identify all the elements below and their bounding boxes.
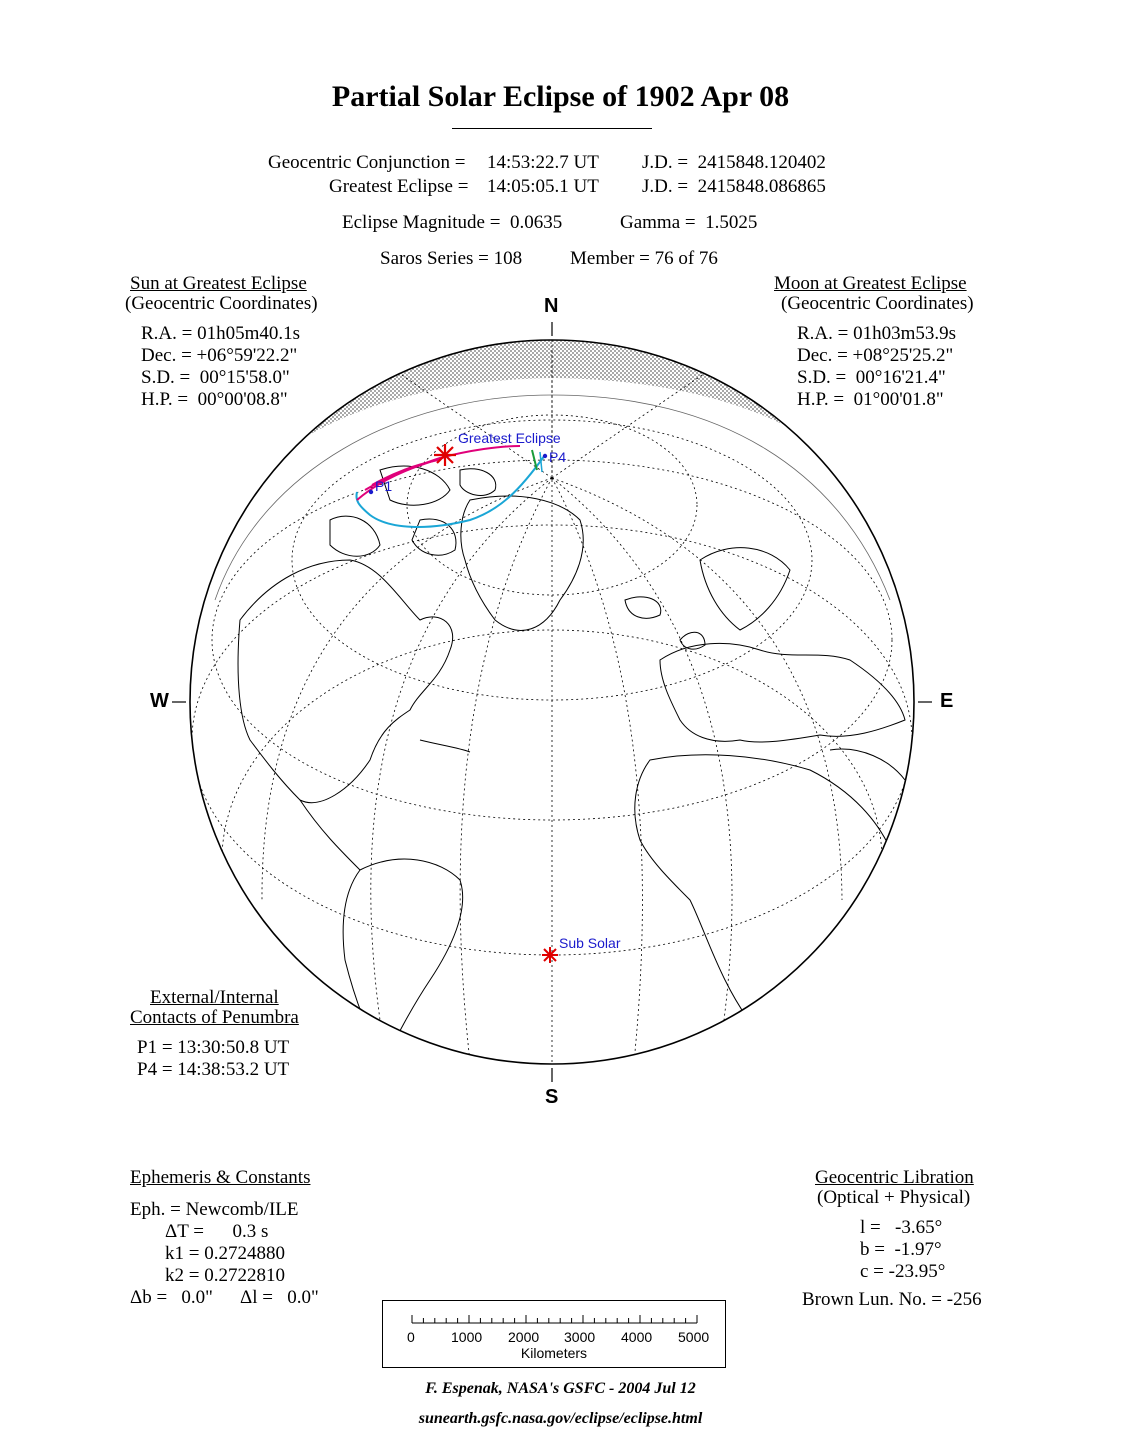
scale-unit: Kilometers bbox=[520, 1345, 588, 1361]
night-region bbox=[150, 300, 960, 702]
libration-subheading: (Optical + Physical) bbox=[817, 1187, 971, 1208]
subsolar-label: Sub Solar bbox=[559, 935, 621, 951]
saros-series: Saros Series = 108 bbox=[380, 248, 523, 269]
libration-b: b = -1.97° bbox=[860, 1239, 942, 1260]
greatest-eclipse-label: Greatest Eclipse bbox=[458, 430, 561, 446]
coastlines bbox=[238, 466, 905, 1060]
conjunction-jd: J.D. = 2415848.120402 bbox=[642, 152, 826, 173]
conjunction-label: Geocentric Conjunction = bbox=[268, 152, 471, 173]
page-title: Partial Solar Eclipse of 1902 Apr 08 bbox=[331, 80, 790, 113]
p1-marker bbox=[369, 490, 373, 494]
contacts-heading-2: Contacts of Penumbra bbox=[130, 1007, 299, 1028]
scale-label-1000: 1000 bbox=[451, 1329, 483, 1345]
compass-west: W bbox=[150, 690, 169, 712]
scale-bar-box bbox=[382, 1300, 726, 1368]
sun-hp: H.P. = 00°00'08.8" bbox=[141, 389, 288, 410]
contact-p4: P4 = 14:38:53.2 UT bbox=[137, 1059, 290, 1080]
compass-south: S bbox=[545, 1086, 559, 1108]
moon-ra: R.A. = 01h03m53.9s bbox=[797, 323, 957, 344]
p4-label: P4 bbox=[549, 449, 567, 465]
sun-sd: S.D. = 00°15'58.0" bbox=[141, 367, 290, 388]
ephemeris-k1: k1 = 0.2724880 bbox=[165, 1243, 285, 1264]
scale-label-2000: 2000 bbox=[508, 1329, 540, 1345]
greatest-eclipse-time: 14:05:05.1 UT bbox=[487, 176, 599, 197]
libration-c: c = -23.95° bbox=[860, 1261, 946, 1282]
saros-member: Member = 76 of 76 bbox=[570, 248, 718, 269]
moon-dec: Dec. = +08°25'25.2" bbox=[797, 345, 954, 366]
ephemeris-delta-b: Δb = 0.0" bbox=[130, 1287, 213, 1308]
sun-dec: Dec. = +06°59'22.2" bbox=[141, 345, 298, 366]
scale-label-5000: 5000 bbox=[678, 1329, 710, 1345]
greatest-eclipse-marker bbox=[434, 444, 456, 466]
libration-l: l = -3.65° bbox=[860, 1217, 943, 1238]
eclipse-magnitude: Eclipse Magnitude = 0.0635 bbox=[342, 212, 563, 233]
ephemeris-heading: Ephemeris & Constants bbox=[130, 1167, 311, 1188]
contacts-heading-1: External/Internal bbox=[150, 987, 279, 1008]
contact-p1: P1 = 13:30:50.8 UT bbox=[137, 1037, 290, 1058]
compass-east: E bbox=[940, 690, 954, 712]
moon-subheading: (Geocentric Coordinates) bbox=[781, 293, 974, 314]
p1-label: P1 bbox=[375, 478, 393, 494]
sun-subheading: (Geocentric Coordinates) bbox=[125, 293, 318, 314]
brown-lunation-number: Brown Lun. No. = -256 bbox=[802, 1289, 982, 1310]
moon-sd: S.D. = 00°16'21.4" bbox=[797, 367, 946, 388]
credit-line: F. Espenak, NASA's GSFC - 2004 Jul 12 bbox=[425, 1380, 696, 1397]
scale-label-0: 0 bbox=[407, 1329, 415, 1345]
libration-heading: Geocentric Libration bbox=[815, 1167, 974, 1188]
compass-north: N bbox=[544, 295, 559, 317]
ephemeris-eph: Eph. = Newcomb/ILE bbox=[130, 1199, 299, 1220]
ephemeris-k2: k2 = 0.2722810 bbox=[165, 1265, 285, 1286]
p4-marker bbox=[543, 454, 547, 458]
greatest-eclipse-jd: J.D. = 2415848.086865 bbox=[642, 176, 826, 197]
p4-line-2 bbox=[540, 452, 542, 472]
credit-url: sunearth.gsfc.nasa.gov/eclipse/eclipse.html bbox=[418, 1410, 703, 1427]
scale-label-3000: 3000 bbox=[564, 1329, 596, 1345]
ephemeris-delta-l: Δl = 0.0" bbox=[240, 1287, 319, 1308]
conjunction-time: 14:53:22.7 UT bbox=[487, 152, 599, 173]
sun-ra: R.A. = 01h05m40.1s bbox=[141, 323, 301, 344]
p4-line bbox=[532, 450, 537, 470]
scale-label-4000: 4000 bbox=[621, 1329, 653, 1345]
moon-hp: H.P. = 01°00'01.8" bbox=[797, 389, 944, 410]
sun-heading: Sun at Greatest Eclipse bbox=[130, 273, 307, 294]
subsolar-marker bbox=[542, 947, 558, 963]
greatest-eclipse-label: Greatest Eclipse = bbox=[329, 176, 474, 197]
moon-heading: Moon at Greatest Eclipse bbox=[774, 273, 967, 294]
gamma: Gamma = 1.5025 bbox=[620, 212, 758, 233]
ephemeris-delta-t: ΔT = 0.3 s bbox=[165, 1221, 269, 1242]
